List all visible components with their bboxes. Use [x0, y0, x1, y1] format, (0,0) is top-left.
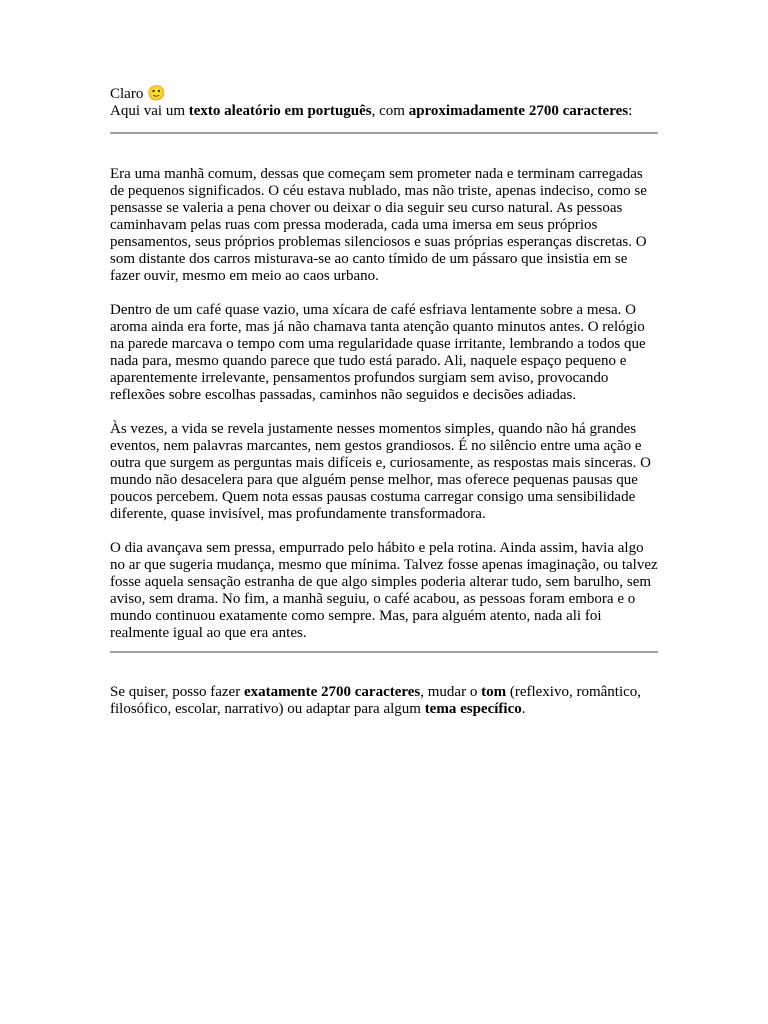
- intro: [110, 86, 658, 120]
- intro-text-1: Aqui vai um: [110, 103, 189, 119]
- divider-top: [110, 132, 658, 134]
- intro-bold-2: aproximadamente 2700 caracteres: [408, 103, 629, 119]
- document-body: [110, 86, 658, 718]
- intro-bold-1: texto aleatório em português: [188, 103, 372, 119]
- closing-bold-2: tom: [481, 684, 507, 700]
- divider-bottom: [110, 651, 658, 653]
- paragraph-3: Às vezes, a vida se revela justamente nesses momentos simples, quando não há grandes eventos, nem palavras marcantes, nem gestos grandiosos. É no silêncio entre uma ação e outra que surgem as perguntas mais difíceis e, curiosamente, as respostas mais sinceras. O mundo não desacelera para que alguém pense melhor, mas oferece pequenas pausas que poucos percebem. Quem nota essas pausas costuma carregar consigo uma sensibilidade diferente, quase invisível, mas profundamente transformadora.: [110, 421, 651, 522]
- intro-text-3: :: [628, 103, 633, 119]
- closing-bold-3: tema específico: [424, 701, 522, 717]
- closing-text-4: .: [521, 701, 526, 717]
- closing-bold-1: exatamente 2700 caracteres: [243, 684, 421, 700]
- closing-text-3: (reflexivo, romântico, filosófico, escolar, narrativo) ou adaptar para algum: [110, 684, 642, 717]
- intro-text-2: , com: [371, 103, 409, 119]
- closing-text-2: , mudar o: [420, 684, 482, 700]
- greeting: Claro 🙂: [110, 86, 166, 102]
- closing-paragraph: [110, 684, 658, 718]
- paragraph-2: Dentro de um café quase vazio, uma xícara de café esfriava lentamente sobre a mesa. O aroma ainda era forte, mas já não chamava tanta atenção quanto minutos antes. O relógio na parede marcava o tempo com uma regularidade quase irritante, lembrando a todos que nada para, mesmo quando parece que tudo está parado. Ali, naquele espaço pequeno e aparentemente irrelevante, pensamentos profundos surgiam sem aviso, provocando reflexões sobre escolhas passadas, caminhos não seguidos e decisões adiadas.: [110, 302, 646, 403]
- paragraph-4: O dia avançava sem pressa, empurrado pelo hábito e pela rotina. Ainda assim, havia algo no ar que sugeria mudança, mesmo que mínima. Talvez fosse apenas imaginação, ou talvez fosse aquela sensação estranha de que algo simples poderia alterar tudo, sem barulho, sem aviso, sem drama. No fim, a manhã seguiu, o café acabou, as pessoas foram embora e o mundo continuou exatamente como sempre. Mas, para alguém atento, nada ali foi realmente igual ao que era antes.: [110, 540, 658, 641]
- intro-line: [110, 103, 658, 120]
- closing-text-1: Se quiser, posso fazer: [110, 684, 244, 700]
- closing-note: [110, 684, 658, 718]
- paragraph-1: Era uma manhã comum, dessas que começam sem prometer nada e terminam carregadas de pequenos significados. O céu estava nublado, mas não triste, apenas indeciso, como se pensasse se valeria a pena chover ou deixar o dia seguir seu curso natural. As pessoas caminhavam pelas ruas com pressa moderada, cada uma imersa em seus próprios pensamentos, seus próprios problemas silenciosos e suas próprias esperanças discretas. O som distante dos carros misturava-se ao canto tímido de um pássaro que insistia em se fazer ouvir, mesmo em meio ao caos urbano.: [110, 166, 647, 284]
